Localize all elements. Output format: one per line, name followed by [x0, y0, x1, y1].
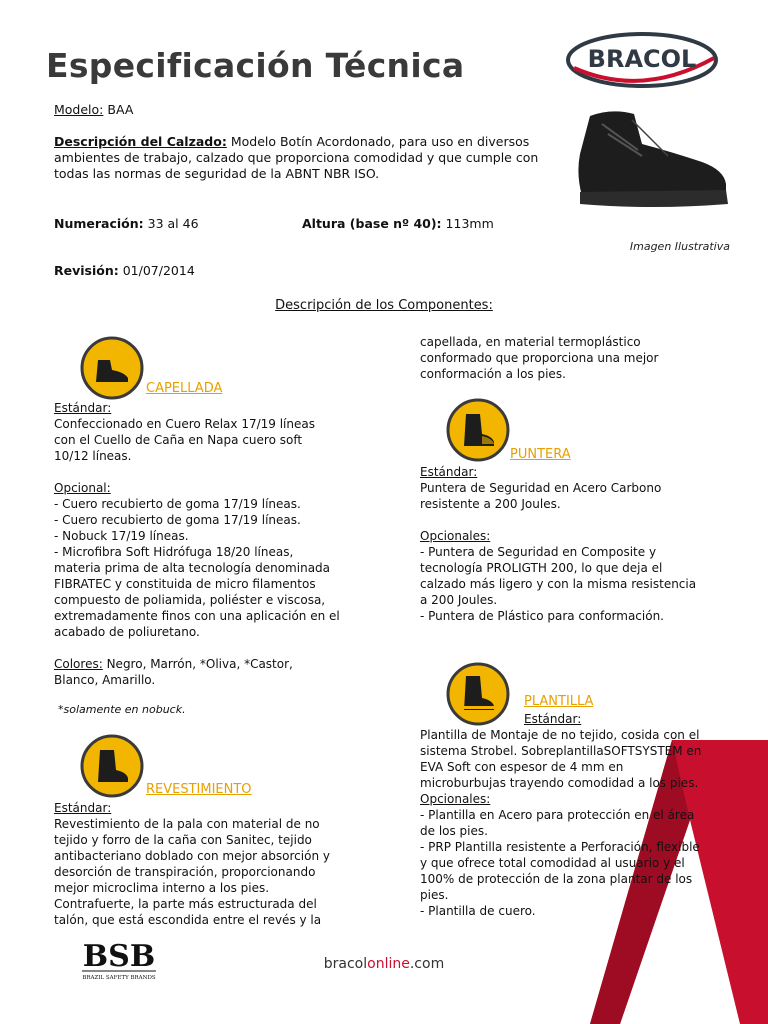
capellada-note: *solamente en nobuck. — [58, 703, 186, 716]
capellada-line: - Nobuck 17/19 líneas. — [54, 529, 189, 543]
revestimiento-line: desorción de transpiración, proporcionando — [54, 865, 316, 879]
puntera-line: Puntera de Seguridad en Acero Carbono — [420, 481, 662, 495]
plantilla-body — [420, 727, 716, 919]
descripcion-label: Descripción del Calzado: — [54, 134, 227, 149]
plantilla-line: sistema Strobel. SobreplantillaSOFTSYSTEM en — [420, 744, 702, 758]
plantilla-estandar-text: Estándar: — [524, 712, 582, 726]
product-image — [572, 104, 732, 212]
footer-website[interactable] — [0, 956, 768, 972]
site-prefix: bracol — [323, 956, 368, 972]
image-caption: Imagen Ilustrativa — [629, 240, 730, 253]
plantilla-opcionales-label: Opcionales: — [420, 792, 491, 806]
modelo-value: BAA — [107, 102, 134, 117]
boot-icon — [80, 336, 144, 400]
plantilla-line: EVA Soft con espesor de 4 mm en — [420, 760, 624, 774]
toe-cap-icon — [446, 398, 510, 462]
plantilla-line: - Plantilla en Acero para protección en el área — [420, 808, 695, 822]
bracol-logo-text: BRACOL — [587, 45, 697, 73]
revestimiento-line: tejido y forro de la caña con Sanitec, tejido — [54, 833, 312, 847]
site-accent: online — [367, 956, 410, 972]
revestimiento-line: mejor microclima interno a los pies. — [54, 881, 270, 895]
capellada-line: compuesto de poliamida, poliéster e viscosa, — [54, 593, 326, 607]
revision-label: Revisión: — [54, 263, 119, 278]
puntera-body — [420, 464, 716, 624]
bracol-logo — [564, 28, 720, 90]
puntera-line: - Puntera de Plástico para conformación. — [420, 609, 664, 623]
modelo-label: Modelo: — [54, 102, 104, 117]
capellada-line: con el Cuello de Caña en Napa cuero soft — [54, 433, 303, 447]
revision-value: 01/07/2014 — [122, 263, 195, 278]
numeracion-label: Numeración: — [54, 216, 144, 231]
puntera-opcionales-label: Opcionales: — [420, 529, 491, 543]
plantilla-line: Plantilla de Montaje de no tejido, cosida con el — [420, 728, 700, 742]
plantilla-line: de los pies. — [420, 824, 488, 838]
plantilla-line: pies. — [420, 888, 449, 902]
revestimiento-body — [54, 800, 350, 928]
continuation-line: conformado que proporciona una mejor — [420, 351, 659, 365]
puntera-line: calzado más ligero y con la misma resistencia — [420, 577, 697, 591]
capellada-estandar-label: Estándar: — [54, 401, 112, 415]
capellada-line: 10/12 líneas. — [54, 449, 132, 463]
capellada-line: extremadamente finos con una aplicación en el — [54, 609, 340, 623]
site-suffix: .com — [409, 956, 445, 972]
plantilla-line: - Plantilla de cuero. — [420, 904, 536, 918]
altura-value: 113mm — [445, 216, 494, 231]
bsb-logo-subtext: BRAZIL SAFETY BRANDS — [82, 975, 156, 981]
revestimiento-line: antibacteriano doblado con mejor absorción y — [54, 849, 330, 863]
capellada-opcional-label: Opcional: — [54, 481, 111, 495]
puntera-line: resistente a 200 Joules. — [420, 497, 561, 511]
capellada-line: - Microfibra Soft Hidrófuga 18/20 líneas, — [54, 545, 294, 559]
descripcion-line: ambientes de trabajo, calzado que proporciona comodidad y que cumple con — [54, 150, 539, 165]
bsb-logo-text: BSB — [82, 939, 156, 974]
continuation-line: capellada, en material termoplástico — [420, 335, 641, 349]
capellada-line: - Cuero recubierto de goma 17/19 líneas. — [54, 513, 301, 527]
puntera-estandar-label: Estándar: — [420, 465, 478, 479]
page-title: Especificación Técnica — [46, 46, 465, 85]
capellada-body — [54, 400, 350, 718]
altura-label: Altura (base nº 40): — [302, 216, 442, 231]
plantilla-line: y que ofrece total comodidad al usuario y el — [420, 856, 685, 870]
descripcion-line: todas las normas de seguridad de la ABNT NBR ISO. — [54, 166, 380, 181]
capellada-line: Confeccionado en Cuero Relax 17/19 líneas — [54, 417, 315, 431]
descripcion-line: Modelo Botín Acordonado, para uso en diversos — [230, 134, 530, 149]
capellada-colores: Negro, Marrón, *Oliva, *Castor, — [106, 657, 293, 671]
capellada-line: acabado de poliuretano. — [54, 625, 200, 639]
descripcion-block — [54, 134, 554, 182]
capellada-continuation — [420, 334, 716, 382]
plantilla-estandar-label — [524, 711, 581, 727]
components-title: Descripción de los Componentes: — [275, 298, 493, 313]
capellada-line: - Cuero recubierto de goma 17/19 líneas. — [54, 497, 301, 511]
plantilla-line: microburbujas trayendo comodidad a los pies. — [420, 776, 699, 790]
revestimiento-line: Contrafuerte, la parte más estructurada del — [54, 897, 317, 911]
puntera-title: PUNTERA — [510, 447, 571, 462]
revestimiento-title: REVESTIMIENTO — [146, 782, 252, 797]
modelo-row — [54, 102, 133, 118]
boot-icon — [80, 734, 144, 798]
puntera-line: tecnología PROLIGTH 200, lo que deja el — [420, 561, 663, 575]
plantilla-title: PLANTILLA — [524, 694, 594, 709]
numeracion-value: 33 al 46 — [147, 216, 199, 231]
insole-icon — [446, 662, 510, 726]
capellada-title: CAPELLADA — [146, 381, 223, 396]
numeracion-row — [54, 216, 199, 232]
revestimiento-estandar-label: Estándar: — [54, 801, 112, 815]
puntera-line: a 200 Joules. — [420, 593, 498, 607]
continuation-line: conformación a los pies. — [420, 367, 566, 381]
plantilla-line: - PRP Plantilla resistente a Perforación, flexible — [420, 840, 700, 854]
revestimiento-line: talón, que está escondida entre el revés y la — [54, 913, 322, 927]
revision-row — [54, 263, 195, 279]
altura-row — [302, 216, 494, 232]
puntera-line: - Puntera de Seguridad en Composite y — [420, 545, 657, 559]
capellada-line: materia prima de alta tecnología denominada — [54, 561, 331, 575]
capellada-colores: Blanco, Amarillo. — [54, 673, 156, 687]
capellada-line: FIBRATEC y constituida de micro filamentos — [54, 577, 316, 591]
revestimiento-line: Revestimiento de la pala con material de no — [54, 817, 320, 831]
plantilla-line: 100% de protección de la zona plantar de los — [420, 872, 693, 886]
capellada-colores-label: Colores: — [54, 657, 103, 671]
